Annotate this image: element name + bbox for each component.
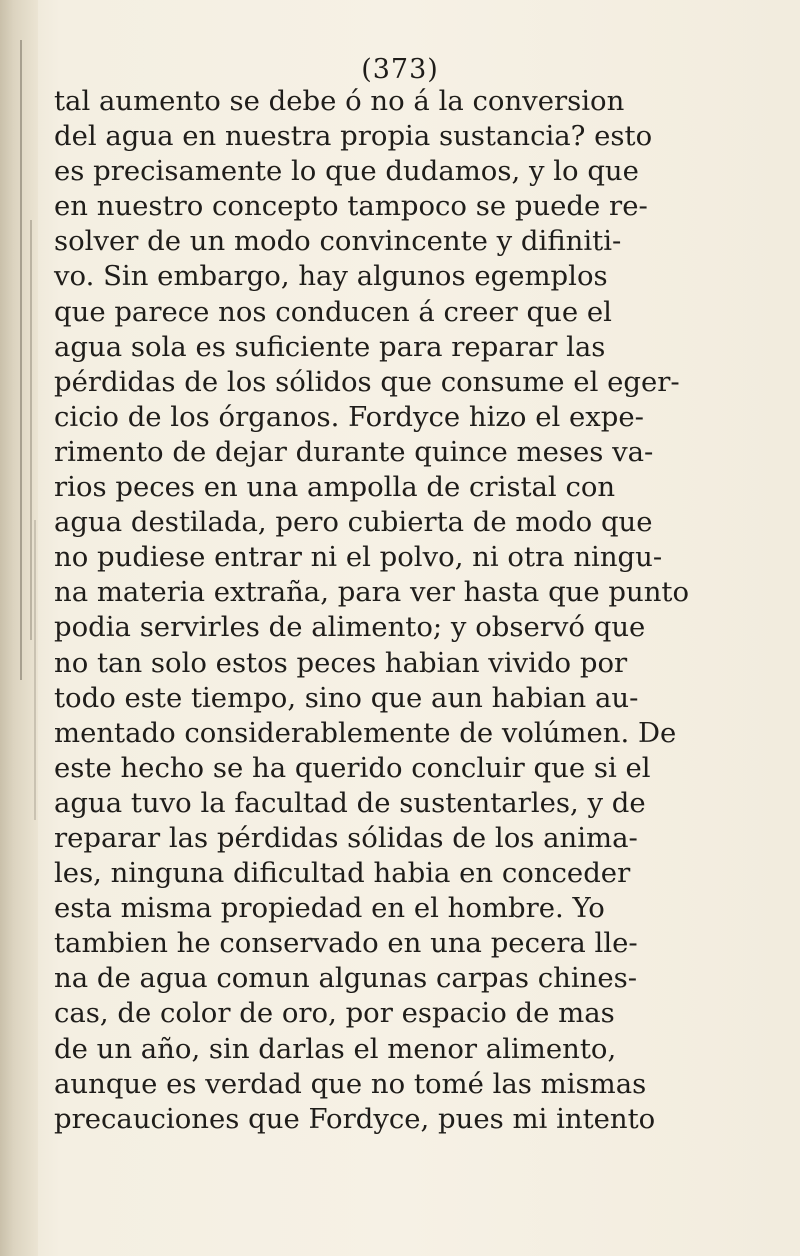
text-line: reparar las pérdidas sólidas de los anima- — [54, 821, 638, 854]
page-number: (373) — [361, 54, 439, 85]
page-edge-line — [20, 40, 22, 680]
text-line: de un año, sin darlas el menor alimento, — [54, 1032, 617, 1065]
body-text — [54, 84, 794, 1137]
text-line: en nuestro concepto tampoco se puede re- — [54, 190, 648, 223]
text-line: vo. Sin embargo, hay algunos egemplos — [54, 260, 608, 293]
text-line: na de agua comun algunas carpas chines- — [54, 962, 638, 995]
text-line: rimento de dejar durante quince meses va- — [54, 435, 654, 468]
text-line: tal aumento se debe ó no á la conversion — [54, 85, 625, 117]
text-line: es precisamente lo que dudamos, y lo que — [54, 155, 639, 188]
text-line: pérdidas de los sólidos que consume el eger- — [54, 365, 680, 398]
text-line: agua tuvo la facultad de sustentarles, y de — [54, 786, 646, 819]
text-line: no tan solo estos peces habian vivido por — [54, 646, 628, 679]
text-line: cicio de los órganos. Fordyce hizo el expe- — [54, 400, 644, 433]
text-line: rios peces en una ampolla de cristal con — [54, 471, 616, 504]
page-gutter — [0, 0, 38, 1256]
text-line: solver de un modo convincente y difiniti- — [54, 225, 622, 258]
text-line: del agua en nuestra propia sustancia? esto — [54, 120, 653, 153]
text-line: esta misma propiedad en el hombre. Yo — [54, 892, 605, 925]
text-line: que parece nos conducen á creer que el — [54, 295, 612, 328]
text-line: todo este tiempo, sino que aun habian au- — [54, 681, 639, 714]
text-line: cas, de color de oro, por espacio de mas — [54, 997, 615, 1030]
text-line: les, ninguna dificultad habia en conceder — [54, 857, 631, 890]
text-line: no pudiese entrar ni el polvo, ni otra ningu- — [54, 541, 663, 574]
text-line: na materia extraña, para ver hasta que punto — [54, 576, 690, 609]
text-line: este hecho se ha querido concluir que si el — [54, 751, 651, 784]
text-line: mentado considerablemente de volúmen. De — [54, 716, 677, 749]
text-line: agua sola es suficiente para reparar las — [54, 330, 606, 363]
page-edge-line — [30, 220, 32, 640]
text-line: agua destilada, pero cubierta de modo que — [54, 506, 653, 539]
text-line: precauciones que Fordyce, pues mi intento — [54, 1102, 656, 1135]
text-line: aunque es verdad que no tomé las mismas — [54, 1067, 647, 1100]
text-line: podia servirles de alimento; y observó que — [54, 611, 646, 644]
text-line: tambien he conservado en una pecera lle- — [54, 927, 638, 960]
page-edge-line — [34, 520, 36, 820]
